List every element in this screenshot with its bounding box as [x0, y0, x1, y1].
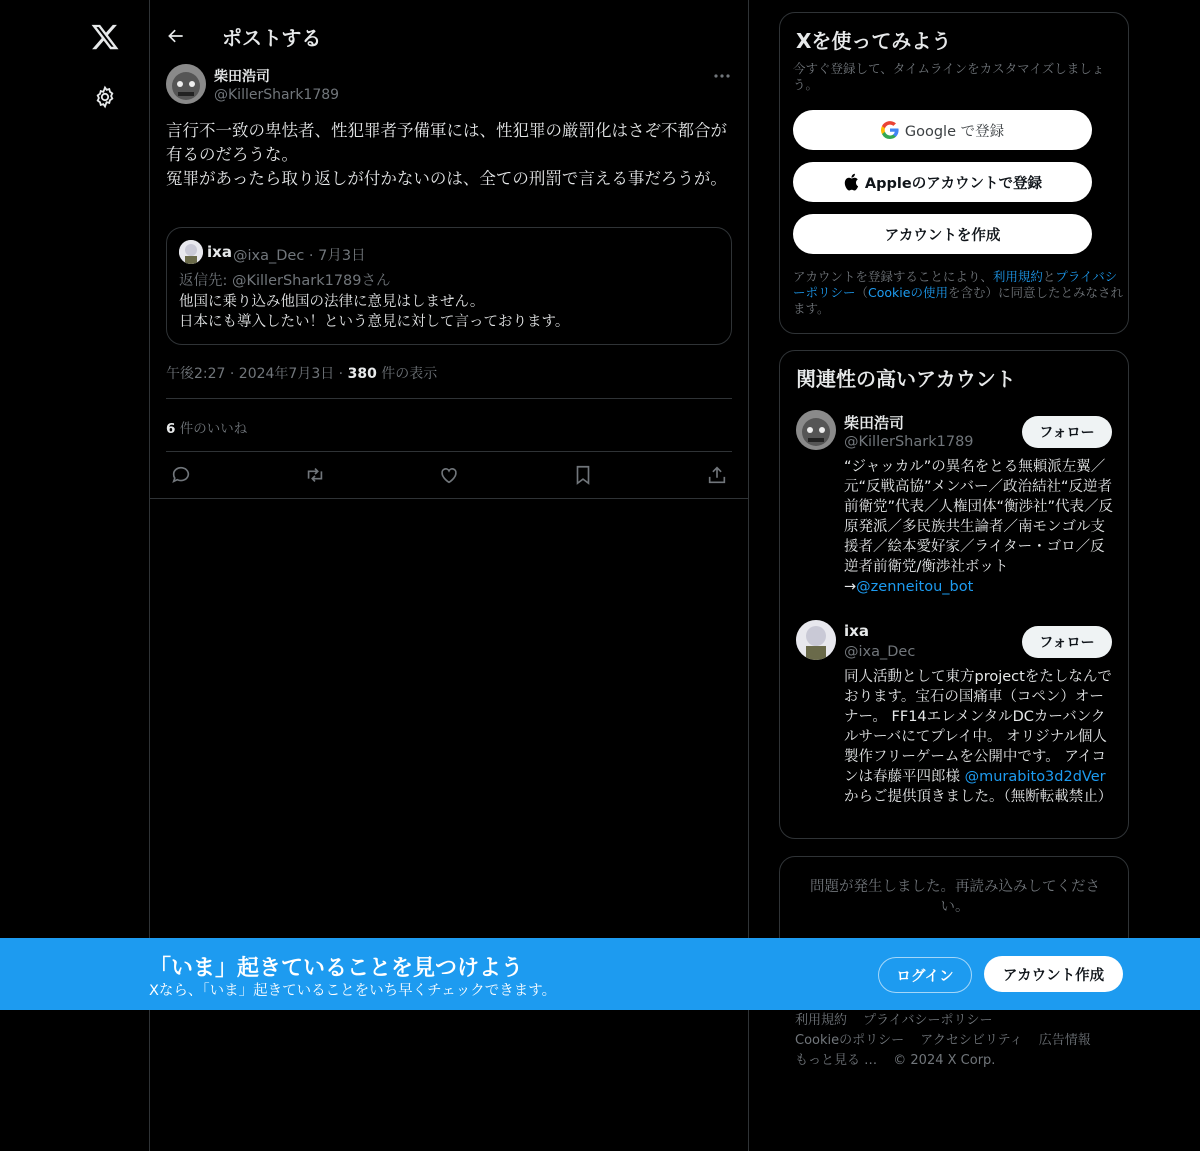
reply-icon[interactable]: [170, 464, 192, 486]
create-account-label: アカウントを作成: [884, 227, 1001, 244]
author-avatar[interactable]: [166, 64, 206, 104]
footer-link-cookie[interactable]: Cookieのポリシー: [795, 1033, 905, 1048]
account-bio: [844, 457, 1114, 597]
footer-link-accessibility[interactable]: アクセシビリティ: [920, 1033, 1023, 1048]
like-icon[interactable]: [438, 464, 460, 486]
legal-text: を含む）に同意したとみなされます。: [793, 285, 1123, 316]
bookmark-icon[interactable]: [572, 464, 594, 486]
signup-title: Xを使ってみよう: [796, 29, 952, 53]
legal-text: と: [1042, 269, 1056, 284]
post-actions: [150, 452, 748, 499]
copyright: © 2024 X Corp.: [893, 1053, 996, 1068]
author-name[interactable]: 柴田浩司: [214, 69, 270, 85]
footer-link-ads[interactable]: 広告情報: [1038, 1033, 1091, 1048]
share-icon[interactable]: [706, 464, 728, 486]
divider: [166, 398, 732, 399]
quoted-post[interactable]: [166, 227, 732, 345]
post-text: 言行不一致の卑怯者、性犯罪者予備軍には、性犯罪の厳罰化はさぞ不都合が有るのだろうな。 冤罪があったら取り返しが付かないのは、全ての刑罰で言える事だろうが。: [166, 121, 727, 188]
follow-button[interactable]: フォロー: [1022, 416, 1112, 448]
banner-subtitle: Xなら、「いま」起きていることをいち早くチェックできます。: [149, 983, 557, 999]
apple-icon: [843, 173, 859, 191]
footer-links: [795, 1011, 1135, 1071]
quote-author-name: ixa: [207, 243, 232, 261]
footer-link-privacy[interactable]: プライバシーポリシー: [863, 1013, 993, 1028]
post-meta: [166, 363, 437, 383]
likes-summary[interactable]: [166, 417, 247, 437]
account-avatar[interactable]: [796, 620, 836, 660]
error-message: 問題が発生しました。再読み込みしてください。: [810, 879, 1100, 915]
account-avatar[interactable]: [796, 410, 836, 450]
related-title: 関連性の高いアカウント: [796, 367, 1016, 391]
google-signup-label: Google で登録: [904, 123, 1005, 140]
cookie-link[interactable]: Cookieの使用: [868, 285, 948, 300]
account-handle[interactable]: @ixa_Dec: [844, 644, 916, 660]
views-count: 380: [347, 366, 377, 382]
login-button[interactable]: ログイン: [878, 957, 972, 993]
repost-icon[interactable]: [304, 464, 326, 486]
google-signup-button[interactable]: [793, 110, 1092, 150]
likes-count: 6: [166, 421, 176, 437]
signup-banner: [0, 938, 1200, 1010]
post-time[interactable]: 午後2:27 · 2024年7月3日 ·: [166, 366, 348, 382]
bio-text: 同人活動として東方projectをたしなんでおります。宝石の国痛車（コペン）オーナー。 FF14エレメンタルDCカーバンクルサーバにてプレイ中。 オリジナル個人製作フリーゲームを公開中です。 アイコンは春藤平四郎様: [844, 669, 1112, 785]
follow-button[interactable]: フォロー: [1022, 626, 1112, 658]
gear-icon[interactable]: [93, 85, 117, 109]
likes-label: 件のいいね: [175, 421, 248, 437]
footer-link-terms[interactable]: 利用規約: [795, 1013, 848, 1028]
terms-link[interactable]: 利用規約: [992, 269, 1043, 284]
create-account-button[interactable]: [793, 214, 1092, 254]
quote-reply-to: 返信先: @KillerShark1789さん: [179, 273, 391, 289]
quote-avatar: [179, 240, 203, 264]
apple-signup-button[interactable]: [793, 162, 1092, 202]
more-options-icon[interactable]: [712, 66, 732, 86]
author-handle[interactable]: @KillerShark1789: [214, 87, 340, 103]
banner-title: 「いま」起きていることを見つけよう: [149, 956, 524, 981]
signup-card: [779, 12, 1129, 334]
privacy-link[interactable]: プライバシーポリシー: [793, 269, 1118, 300]
views-label: 件の表示: [376, 366, 438, 382]
account-bio: [844, 667, 1114, 807]
quote-author-handle: @ixa_Dec · 7月3日: [233, 248, 366, 264]
footer-link-more[interactable]: もっと見る …: [795, 1053, 878, 1068]
bio-text: からご提供頂きました。（無断転載禁止）: [844, 789, 1113, 805]
related-accounts-card: [779, 350, 1129, 839]
page-title: ポストする: [222, 26, 322, 50]
account-handle[interactable]: @KillerShark1789: [844, 434, 974, 450]
back-arrow-icon[interactable]: [166, 26, 186, 46]
bio-link[interactable]: @murabito3d2dVer: [964, 769, 1106, 785]
x-logo-icon[interactable]: [90, 22, 120, 52]
apple-signup-label: Appleのアカウントで登録: [864, 175, 1043, 192]
account-name[interactable]: ixa: [844, 622, 869, 640]
banner-create-account-button[interactable]: アカウント作成: [984, 956, 1123, 992]
legal-text: アカウントを登録することにより、: [793, 269, 993, 284]
page-header: [150, 0, 748, 75]
signup-subtitle: 今すぐ登録して、タイムラインをカスタマイズしましょう。: [793, 61, 1105, 92]
google-icon: [881, 121, 899, 139]
bio-text: “ジャッカル”の異名をとる無頼派左翼／元“反戦高協”メンバー／政治結社“反逆者前衛党”代表／人権団体“衡渉社”代表／反原発派／多民族共生論者／南モンゴル支援者／絵本愛好家／ライター・ゴロ／反逆者前衛党/衡渉社ボット→: [844, 459, 1114, 595]
account-name[interactable]: 柴田浩司: [844, 414, 905, 432]
quote-text: 他国に乗り込み他国の法律に意見はしません。 日本にも導入したい！という意見に対して言っております。: [179, 294, 570, 330]
legal-text: （: [855, 285, 869, 300]
legal-notice: [793, 269, 1123, 317]
bio-link[interactable]: @zenneitou_bot: [856, 579, 974, 595]
